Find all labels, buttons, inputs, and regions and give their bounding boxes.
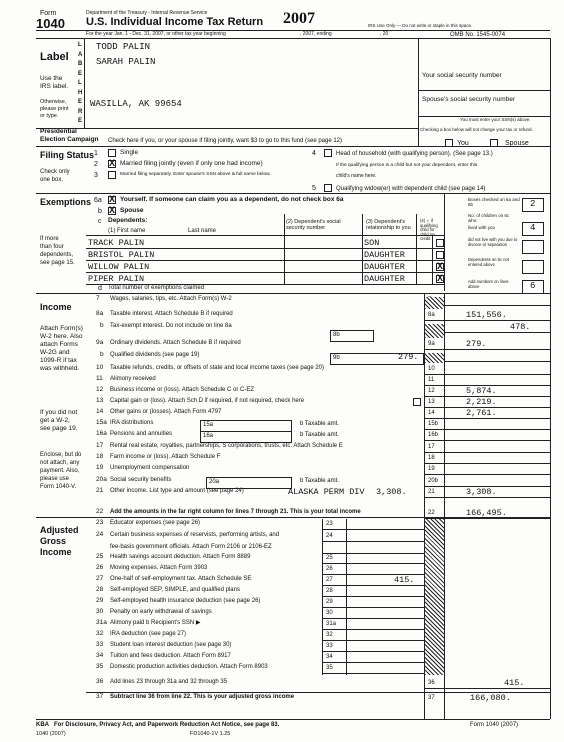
agi-line-num: 24 [96, 531, 104, 538]
children-on-6c-label: No. of children on 6c who: [468, 213, 510, 223]
child-credit-checkbox[interactable] [436, 239, 444, 247]
spouse-exemption-label: Spouse [120, 207, 144, 214]
department-line: Department of the Treasury - Internal Revenue Service [86, 10, 208, 16]
agi-heading-2: Gross [40, 536, 67, 546]
income-line-num: 13 [96, 397, 104, 404]
taxpayer-name[interactable]: TODD PALIN [96, 42, 151, 52]
ssn-label: Your social security number [422, 72, 502, 79]
agi-line-num: 29 [96, 597, 104, 604]
agi-row-rule [322, 553, 424, 554]
lived-with-you-value: 4 [530, 223, 536, 233]
dependent-row-line [86, 260, 444, 261]
income-line-num: 18 [96, 453, 104, 460]
income-row-rule [424, 440, 550, 441]
agi-line-text: Self-employed SEP, SIMPLE, and qualified plans [110, 587, 240, 593]
agi-line-num: 27 [96, 575, 104, 582]
income-box-num: 8a [428, 312, 435, 318]
income-line-text: Ordinary dividends. Attach Schedule B if required [110, 340, 241, 346]
income-line-num: 17 [96, 442, 104, 449]
enclose-note: Enclose, but do [40, 452, 82, 458]
agi-box-num: 31a [326, 621, 337, 627]
no-w2-note-2: get a W-2, [40, 417, 70, 424]
label-here-letter: E [78, 118, 83, 124]
line-21-description[interactable]: ALASKA PERM DIV [288, 487, 365, 497]
income-row-rule [424, 429, 550, 430]
agi-line-text: Tuition and fees deduction. Attach Form 8917 [110, 653, 231, 659]
spouse-check-label: Spouse [505, 140, 529, 147]
dependent-name[interactable]: BRISTOL PALIN [88, 250, 155, 260]
dependents-col-lastname: Last name [188, 228, 217, 234]
label-heading: Label [40, 51, 69, 63]
income-row-rule [424, 463, 550, 464]
add-numbers-label: Add numbers on lines above [468, 279, 509, 289]
yourself-mark: X [109, 194, 116, 204]
dependents-col-firstname: (1) First name [108, 228, 146, 234]
presidential-label: Presidential [40, 128, 77, 135]
label-here-letter: B [78, 61, 83, 67]
income-amount[interactable]: 151,556. [466, 310, 507, 320]
did-not-live-label: did not live with you due to divorce or separation [468, 237, 518, 247]
agi-box-num: 33 [326, 643, 333, 649]
attach-w2-note: Attach Form(s) [40, 325, 83, 332]
agi-row-rule [322, 618, 424, 619]
line-6b-num: b [98, 208, 102, 215]
income-box-num: 20b [428, 478, 439, 484]
line-9b-amount: 279. [398, 352, 419, 362]
presidential-label-2: Election Campaign [40, 136, 99, 143]
qualifying-widow-label: Qualifying widow(er) with dependent child (see page 14) [336, 186, 486, 192]
agi-line-text: One-half of self-employment tax. Attach Schedule SE [110, 576, 252, 582]
income-line-num: b [100, 322, 104, 329]
agi-row-rule [322, 529, 424, 530]
income-line-num: 10 [96, 364, 104, 371]
income-line-text: Farm income or (loss). Attach Schedule F [110, 454, 221, 460]
if-more-note-2: than four [40, 244, 64, 250]
income-line-num: 20a [96, 476, 107, 483]
income-line-num: 9a [96, 339, 104, 346]
agi-line-text: Certain business expenses of reservists, performing artists, and [110, 532, 280, 538]
dependent-relationship[interactable]: DAUGHTER [364, 250, 405, 260]
income-row-rule [424, 349, 550, 350]
if-more-note-4: see page 15. [40, 260, 75, 266]
agi-row-rule [322, 607, 424, 608]
dependent-relationship[interactable]: DAUGHTER [364, 262, 405, 272]
footer-bottom-mid: FD1040-1V 1.25 [190, 731, 231, 737]
income-row-rule [424, 474, 550, 475]
agi-line-text: Student loan interest deduction (see page 30) [110, 642, 232, 648]
otherwise-note-2: please print [40, 106, 69, 112]
agi-line-text: Moving expenses. Attach Form 3903 [110, 565, 208, 571]
enclose-note-4: please use [40, 476, 70, 482]
agi-line-text: Alimony paid b Recipient's SSN ▶ [110, 620, 201, 626]
income-line-num: 15a [96, 419, 107, 426]
income-line-num: 19 [96, 464, 104, 471]
line-20b-label: b Taxable amt. [300, 478, 339, 484]
agi-line-num: 34 [96, 652, 104, 659]
income-box-num: 15b [428, 421, 439, 427]
agi-line-text: IRA deduction (see page 27) [110, 631, 187, 637]
enclose-note-5: Form 1040-V. [40, 484, 77, 490]
income-box-num: 19 [428, 466, 435, 472]
income-box-num: 16b [428, 432, 439, 438]
agi-box-num: 34 [326, 654, 333, 660]
agi-box-num: 25 [326, 555, 333, 561]
spouse-exemption-mark: X [109, 205, 116, 215]
filing-1-num: 1 [94, 150, 98, 157]
spouse-name[interactable]: SARAH PALIN [96, 57, 156, 67]
income-box-num: 17 [428, 444, 435, 450]
agi-row-rule [322, 640, 424, 641]
check-only-one: Check only [40, 169, 70, 175]
married-separate-checkbox[interactable] [108, 171, 116, 179]
form-footer-right: Form 1040 (2007) [470, 722, 519, 728]
line-36-num: 36 [96, 678, 104, 685]
line-36-rule [424, 688, 550, 689]
income-amount[interactable]: 3,308. [466, 487, 497, 497]
agi-line-num: 30 [96, 608, 104, 615]
income-box-num: 9a [428, 341, 435, 347]
income-line-num: 14 [96, 408, 104, 415]
agi-line-text: Educator expenses (see page 26) [110, 520, 201, 526]
income-line-num: 7 [96, 295, 100, 302]
income-heading: Income [40, 302, 72, 312]
line-16b-label: b Taxable amt. [300, 432, 339, 438]
income-amount[interactable]: 166,495. [466, 508, 507, 518]
line-6c-num: c [98, 218, 102, 225]
footer-bottom-left: 1040 (2007) [36, 731, 66, 737]
income-amount[interactable]: 2,761. [466, 408, 497, 418]
must-enter-ssn: You must enter your SSN(s) above. [460, 117, 531, 122]
income-line-text: Add the amounts in the far right column for lines 7 through 21. This is your total income [110, 509, 361, 515]
agi-col-rule [346, 519, 347, 675]
agi-line-text: Health savings account deduction. Attach Form 8889 [110, 554, 251, 560]
income-amount[interactable]: 5,874. [466, 386, 497, 396]
income-line-text: IRA distributions [110, 420, 154, 426]
child-credit-mark: X [437, 261, 444, 271]
if-more-note: If more [40, 236, 59, 242]
attach-w2-note-6: was withheld. [40, 365, 80, 372]
label-here-letter: L [78, 80, 82, 86]
line-37-amount[interactable]: 166,080. [470, 693, 511, 703]
form-word: Form [40, 10, 57, 17]
married-joint-label: Married filing jointly (even if only one had income) [120, 160, 263, 167]
spouse-ssn-label: Spouse's social security number [422, 96, 516, 103]
agi-row-rule [322, 541, 424, 542]
head-household-note-2: child's name here. [336, 173, 377, 179]
income-box-num: 21 [428, 489, 435, 495]
dependents-not-entered-field[interactable] [522, 260, 544, 274]
checking-note: Checking a box below will not change your tax or refund. [420, 127, 533, 132]
income-line-num: 11 [96, 375, 103, 382]
attach-w2-note-3: attach Forms [40, 341, 78, 348]
total-exemptions-label: Total number of exemptions claimed [108, 285, 205, 291]
income-line-num: b [100, 351, 104, 358]
income-box-num: 10 [428, 366, 435, 372]
income-amount[interactable]: 2,219. [466, 397, 497, 407]
filing-4-num: 4 [312, 150, 316, 157]
kba-mark: KBA [36, 722, 49, 728]
single-label: Single [120, 149, 139, 156]
income-line-text: Tax-exempt interest. Do not include on line 8a [110, 323, 232, 329]
agi-line-num: 33 [96, 641, 104, 648]
income-line-text: Wages, salaries, tips, etc. Attach Form(s) W-2 [110, 296, 232, 302]
label-here-letter: R [78, 108, 83, 115]
agi-row-rule [322, 629, 424, 630]
child-credit-mark: X [437, 273, 444, 283]
dependents-label: Dependents: [108, 217, 148, 224]
boxes-checked-value: 2 [530, 199, 536, 209]
boxes-checked-label: Boxes checked on 6a and 6b [468, 197, 520, 207]
line-20a-box-label: 20a [209, 479, 220, 485]
agi-row-rule [322, 673, 424, 674]
dependents-not-entered-label: Dependents on 6c not entered above [468, 257, 509, 267]
agi-heading: Adjusted [40, 525, 79, 535]
agi-amount[interactable]: 415. [394, 575, 415, 585]
did-not-live-field[interactable] [522, 240, 544, 254]
dependent-name[interactable]: WILLOW PALIN [88, 262, 150, 272]
line-8b-box-label: 8b [333, 332, 340, 338]
income-row-rule [424, 320, 550, 321]
enclose-note-3: payment. Also, [40, 468, 80, 474]
use-irs-label: Use the [40, 75, 63, 82]
attach-w2-note-4: W-2G and [40, 349, 70, 356]
tax-year-line-ending: , 2007, ending [300, 31, 332, 37]
enclose-note-2: not attach, any [40, 460, 80, 466]
line-36-amount[interactable]: 415. [504, 678, 525, 688]
line-37-num: 37 [96, 693, 104, 700]
income-line-num: 12 [96, 386, 104, 393]
agi-box-num: 29 [326, 599, 333, 605]
agi-line-num: 23 [96, 519, 104, 526]
income-box-num: 13 [428, 399, 435, 405]
income-box-num: 22 [428, 510, 435, 516]
dependent-row-line [86, 248, 444, 249]
agi-box-num: 28 [326, 588, 333, 594]
agi-row-rule [322, 596, 424, 597]
label-here-letter: A [78, 51, 83, 58]
agi-box-num: 30 [326, 610, 333, 616]
attach-w2-note-5: 1099-R if tax [40, 357, 77, 364]
if-more-note-3: dependents, [40, 252, 74, 258]
income-line-num: 16a [96, 430, 107, 437]
income-line-text: Alimony received [110, 376, 156, 382]
dependent-name[interactable]: PIPER PALIN [88, 274, 145, 284]
income-line-text: Business income or (loss). Attach Schedule C or C-EZ [110, 387, 255, 393]
income-line-text: Unemployment compensation [110, 465, 190, 471]
label-here-letter: E [78, 70, 83, 77]
dependent-name[interactable]: TRACK PALIN [88, 238, 145, 248]
dependent-relationship[interactable]: SON [364, 238, 380, 248]
agi-box-num: 27 [326, 577, 333, 583]
income-amount[interactable]: 478. [510, 322, 531, 332]
privacy-notice: For Disclosure, Privacy Act, and Paperwork Reduction Act Notice, see page 83. [54, 722, 280, 728]
dependents-col-childcredit: (4) ✓ if qualifying child for child tax credit [420, 218, 438, 242]
married-separate-label: Married filing separately. Enter spouse's SSN above & full name below. [120, 172, 271, 177]
omb-number: OMB No. 1545-0074 [450, 32, 506, 38]
agi-line-text: fee-basis government officials. Attach Form 2106 or 2106-EZ [110, 544, 272, 550]
filing-3-num: 3 [94, 172, 98, 179]
tax-year-line: For the year Jan. 1 - Dec. 31, 2007, or other tax year beginning [86, 31, 226, 37]
check-only-one-2: one box. [40, 177, 64, 183]
income-line-num: 21 [96, 487, 104, 494]
line-15a-box-label: 15a [203, 422, 214, 428]
line-16a-box-label: 16a [203, 433, 214, 439]
line-36-box: 36 [428, 680, 435, 686]
dependents-col-ssn: (2) Dependent's social security number [286, 219, 341, 232]
attach-w2-note-2: W-2 here. Also [40, 333, 83, 340]
form-title: U.S. Individual Income Tax Return [86, 16, 264, 28]
irs-use-only: IRS Use Only — Do not write or staple in this space. [368, 23, 473, 28]
yourself-label: Yourself. If someone can claim you as a dependent, do not check box 6a [120, 196, 344, 203]
income-line-text: Capital gain or (loss). Attach Sch D if required, if not required, check here [110, 398, 305, 404]
capital-gain-checkbox[interactable] [413, 398, 421, 406]
tax-year-line-20: , 20 [380, 31, 389, 37]
agi-box-num: 26 [326, 566, 333, 572]
lived-with-you-label: lived with you [468, 225, 496, 230]
agi-box-num: 32 [326, 632, 333, 638]
head-household-note: If the qualifying person is a child but not your dependent, enter this [336, 163, 478, 168]
line-16a-field[interactable] [200, 431, 292, 443]
you-label: You [457, 140, 469, 147]
income-line-text: Taxable interest. Attach Schedule B if required [110, 311, 233, 317]
dependent-relationship[interactable]: DAUGHTER [364, 274, 405, 284]
agi-row-rule [322, 651, 424, 652]
filing-status-heading: Filing Status [40, 150, 94, 160]
no-w2-note: If you did not [40, 409, 78, 416]
income-row-rule [424, 497, 550, 498]
dependent-row-line [86, 272, 444, 273]
line-6a-num: 6a [94, 197, 102, 204]
dependents-col-relationship: (3) Dependent's relationship to you [366, 219, 411, 232]
shaded-column [425, 519, 444, 675]
income-line-text: Social security benefits [110, 477, 172, 483]
agi-line-text: Domestic production activities deduction. Attach Form 8903 [110, 664, 268, 670]
head-household-label: Head of household (with qualifying person). (See page 13.) [336, 151, 493, 157]
label-here-letter: E [78, 99, 83, 105]
agi-line-num: 25 [96, 553, 104, 560]
no-w2-note-3: see page 19. [40, 425, 78, 432]
income-row-rule [424, 418, 550, 419]
form-number: 1040 [36, 16, 65, 31]
line-37-text: Subtract line 36 from line 22. This is your adjusted gross income [110, 694, 295, 700]
agi-heading-3: Income [40, 547, 72, 557]
income-line-num: 8a [96, 310, 104, 317]
line-15b-label: b Taxable amt. [300, 421, 339, 427]
otherwise-note-3: or type. [40, 113, 59, 119]
agi-line-num: 35 [96, 663, 104, 670]
agi-line-num: 28 [96, 586, 104, 593]
income-line-text: Other gains or (losses). Attach Form 4797 [110, 409, 222, 415]
head-household-checkbox[interactable] [324, 149, 332, 157]
agi-row-rule [322, 662, 424, 663]
shaded-cell [425, 324, 444, 338]
agi-line-text: Penalty on early withdrawal of savings [110, 609, 212, 615]
line-36-text: Add lines 23 through 31a and 32 through 35 [110, 679, 228, 685]
income-line-text: Rental real estate, royalties, partnerships, S corporations, trusts, etc. Attach Schedule E [110, 443, 343, 449]
total-exemptions-value: 6 [530, 281, 536, 291]
presidential-text: Check here if you, or your spouse if filing jointly, want $3 to go to this fund (see page 12) [108, 138, 343, 144]
agi-line-text: Self-employed health insurance deduction (see page 26) [110, 598, 261, 604]
filing-5-num: 5 [312, 185, 316, 192]
single-checkbox[interactable] [108, 149, 116, 157]
child-credit-checkbox[interactable] [436, 251, 444, 259]
exemptions-heading: Exemptions [40, 197, 92, 207]
agi-box-num: 35 [326, 665, 333, 671]
income-row-rule [424, 374, 550, 375]
use-irs-label-2: IRS label. [40, 83, 69, 90]
agi-box-num: 23 [326, 521, 333, 527]
otherwise-note: Otherwise, [40, 99, 67, 105]
agi-line-num: 31a [96, 619, 107, 626]
income-box-num: 11 [428, 377, 435, 383]
filing-2-num: 2 [94, 161, 98, 168]
income-line-text: Qualified dividends (see page 19) [110, 352, 200, 358]
agi-row-rule [322, 585, 424, 586]
income-line-text: Pensions and annuities [110, 431, 173, 437]
line-37-box: 37 [428, 695, 435, 701]
married-joint-mark: X [109, 158, 116, 168]
income-line-text: Other income. List type and amount (see page 24) [110, 488, 244, 494]
income-box-num: 12 [428, 388, 435, 394]
qualifying-widow-checkbox[interactable] [324, 184, 332, 192]
line-9b-box-label: 9b [333, 355, 340, 361]
agi-row-rule [322, 563, 424, 564]
line-21-inline-amount[interactable]: 3,308. [376, 487, 407, 497]
agi-col-rule [322, 519, 323, 675]
income-line-num: 22 [96, 508, 104, 515]
agi-box-num: 24 [326, 533, 333, 539]
label-here-letter: L [78, 42, 82, 48]
income-amount[interactable]: 279. [466, 339, 487, 349]
income-row-rule [424, 452, 550, 453]
agi-line-num: 32 [96, 630, 104, 637]
taxpayer-address[interactable]: WASILLA, AK 99654 [90, 99, 182, 109]
shaded-cell [425, 353, 444, 363]
income-line-text: Taxable refunds, credits, or offsets of state and local income taxes (see page 20) [110, 365, 325, 371]
label-here-letter: H [78, 89, 83, 96]
agi-line-num: 26 [96, 564, 104, 571]
tax-year: 2007 [283, 10, 315, 27]
income-box-num: 14 [428, 410, 435, 416]
income-box-num: 18 [428, 455, 435, 461]
shaded-cell [425, 297, 444, 309]
line-6d-num: d [98, 285, 102, 292]
